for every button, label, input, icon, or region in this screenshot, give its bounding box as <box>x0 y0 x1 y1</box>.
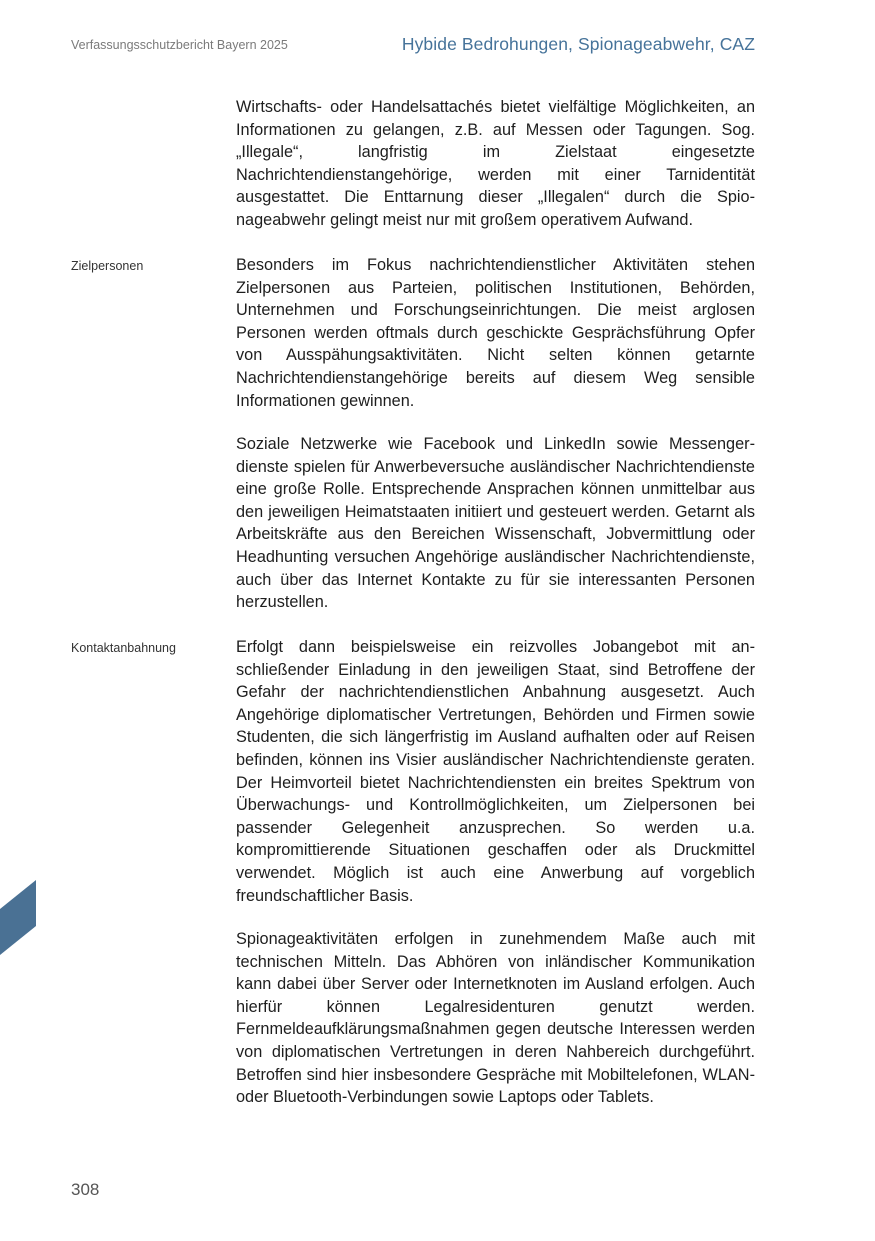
chapter-tab-marker <box>0 880 36 955</box>
page-number: 308 <box>71 1180 100 1199</box>
margin-note-zielpersonen: Zielpersonen <box>71 259 144 273</box>
margin-note-kontaktanbahnung: Kontaktanbahnung <box>71 641 176 655</box>
running-title: Verfassungsschutzbericht Bayern 2025 <box>71 38 288 52</box>
body-paragraph-4: Erfolgt dann beispielsweise ein reizvolles Jobangebot mit anschließender Einladung in den jeweiligen Staat, sind Betroffene der Gefahr der nachrichtendienstlichen Anbahnung ausgesetzt. Auch Angehörige diplomatischer Vertretungen, Behörden und Firmen sowie Studenten, die sich längerfristig im Ausland aufhalten oder auf Reisen befinden, können ins Visier ausländischer Nachrichtendienste geraten. Der Heimvorteil bietet Nachrichtendiensten ein breites Spektrum von Überwachungs- und Kontrollmöglichkeiten, um Zielpersonen bei passender Gelegenheit anzusprechen. So werden u.a. kompromittierende Situationen geschaffen oder als Druckmittel verwendet. Möglich ist auch eine Anwerbung auf vorgeblich freundschaftlicher Basis. <box>236 638 755 905</box>
body-paragraph-3: Soziale Netzwerke wie Facebook und LinkedIn sowie Messengerdienste spielen für Anwerbeversuche ausländischer Nachrichtendienste eine große Rolle. Entsprechende Ansprachen können unmittelbar aus den jeweiligen Heimatstaaten initiiert und gesteuert werden. Getarnt als Arbeitskräfte aus den Bereichen Wissenschaft, Jobvermittlung oder Headhunting versuchen Angehörige ausländischer Nachrichtendienste, auch über das Internet Kontakte zu für sie interessanten Personen herzustellen. <box>236 435 755 612</box>
section-title: Hybide Bedrohungen, Spionageabwehr, CAZ <box>401 34 755 54</box>
body-paragraph-1: Wirtschafts- oder Handelsattachés bietet vielfältige Möglichkeiten, an Informationen zu gelangen, z.B. auf Messen oder Tagungen. Sog. „Illegale“, langfristig im Zielstaat eingesetzte Nachrichtendienstangehörige, werden mit einer Tarnidentität ausgestattet. Die Enttarnung dieser „Illegalen“ durch die Spionageabwehr gelingt meist nur mit großem operativem Aufwand. <box>236 98 755 229</box>
body-paragraph-2: Besonders im Fokus nachrichtendienstlicher Aktivitäten stehen Zielpersonen aus Parteien, politischen Institutionen, Behörden, Unternehmen und Forschungseinrichtungen. Die meist arglosen Personen werden oftmals durch geschickte Gesprächsführung Opfer von Ausspähungsaktivitäten. Nicht selten können getarnte Nachrichtendienstangehörige bereits auf diesem Weg sensible Informationen gewinnen. <box>236 256 755 410</box>
body-paragraph-5: Spionageaktivitäten erfolgen in zunehmendem Maße auch mit technischen Mitteln. Das Abhören von inländischer Kommunikation kann dabei über Server oder Internetknoten im Ausland erfolgen. Auch hierfür können Legalresidenturen genutzt werden. Fernmeldeaufklärungsmaßnahmen gegen deutsche Interessen werden von diplomatischen Vertretungen in deren Nahbereich durchgeführt. Betroffen sind hier insbesondere Gespräche mit Mobiltelefonen, WLAN- oder Bluetooth-Verbindungen sowie Laptops oder Tablets. <box>236 930 755 1107</box>
